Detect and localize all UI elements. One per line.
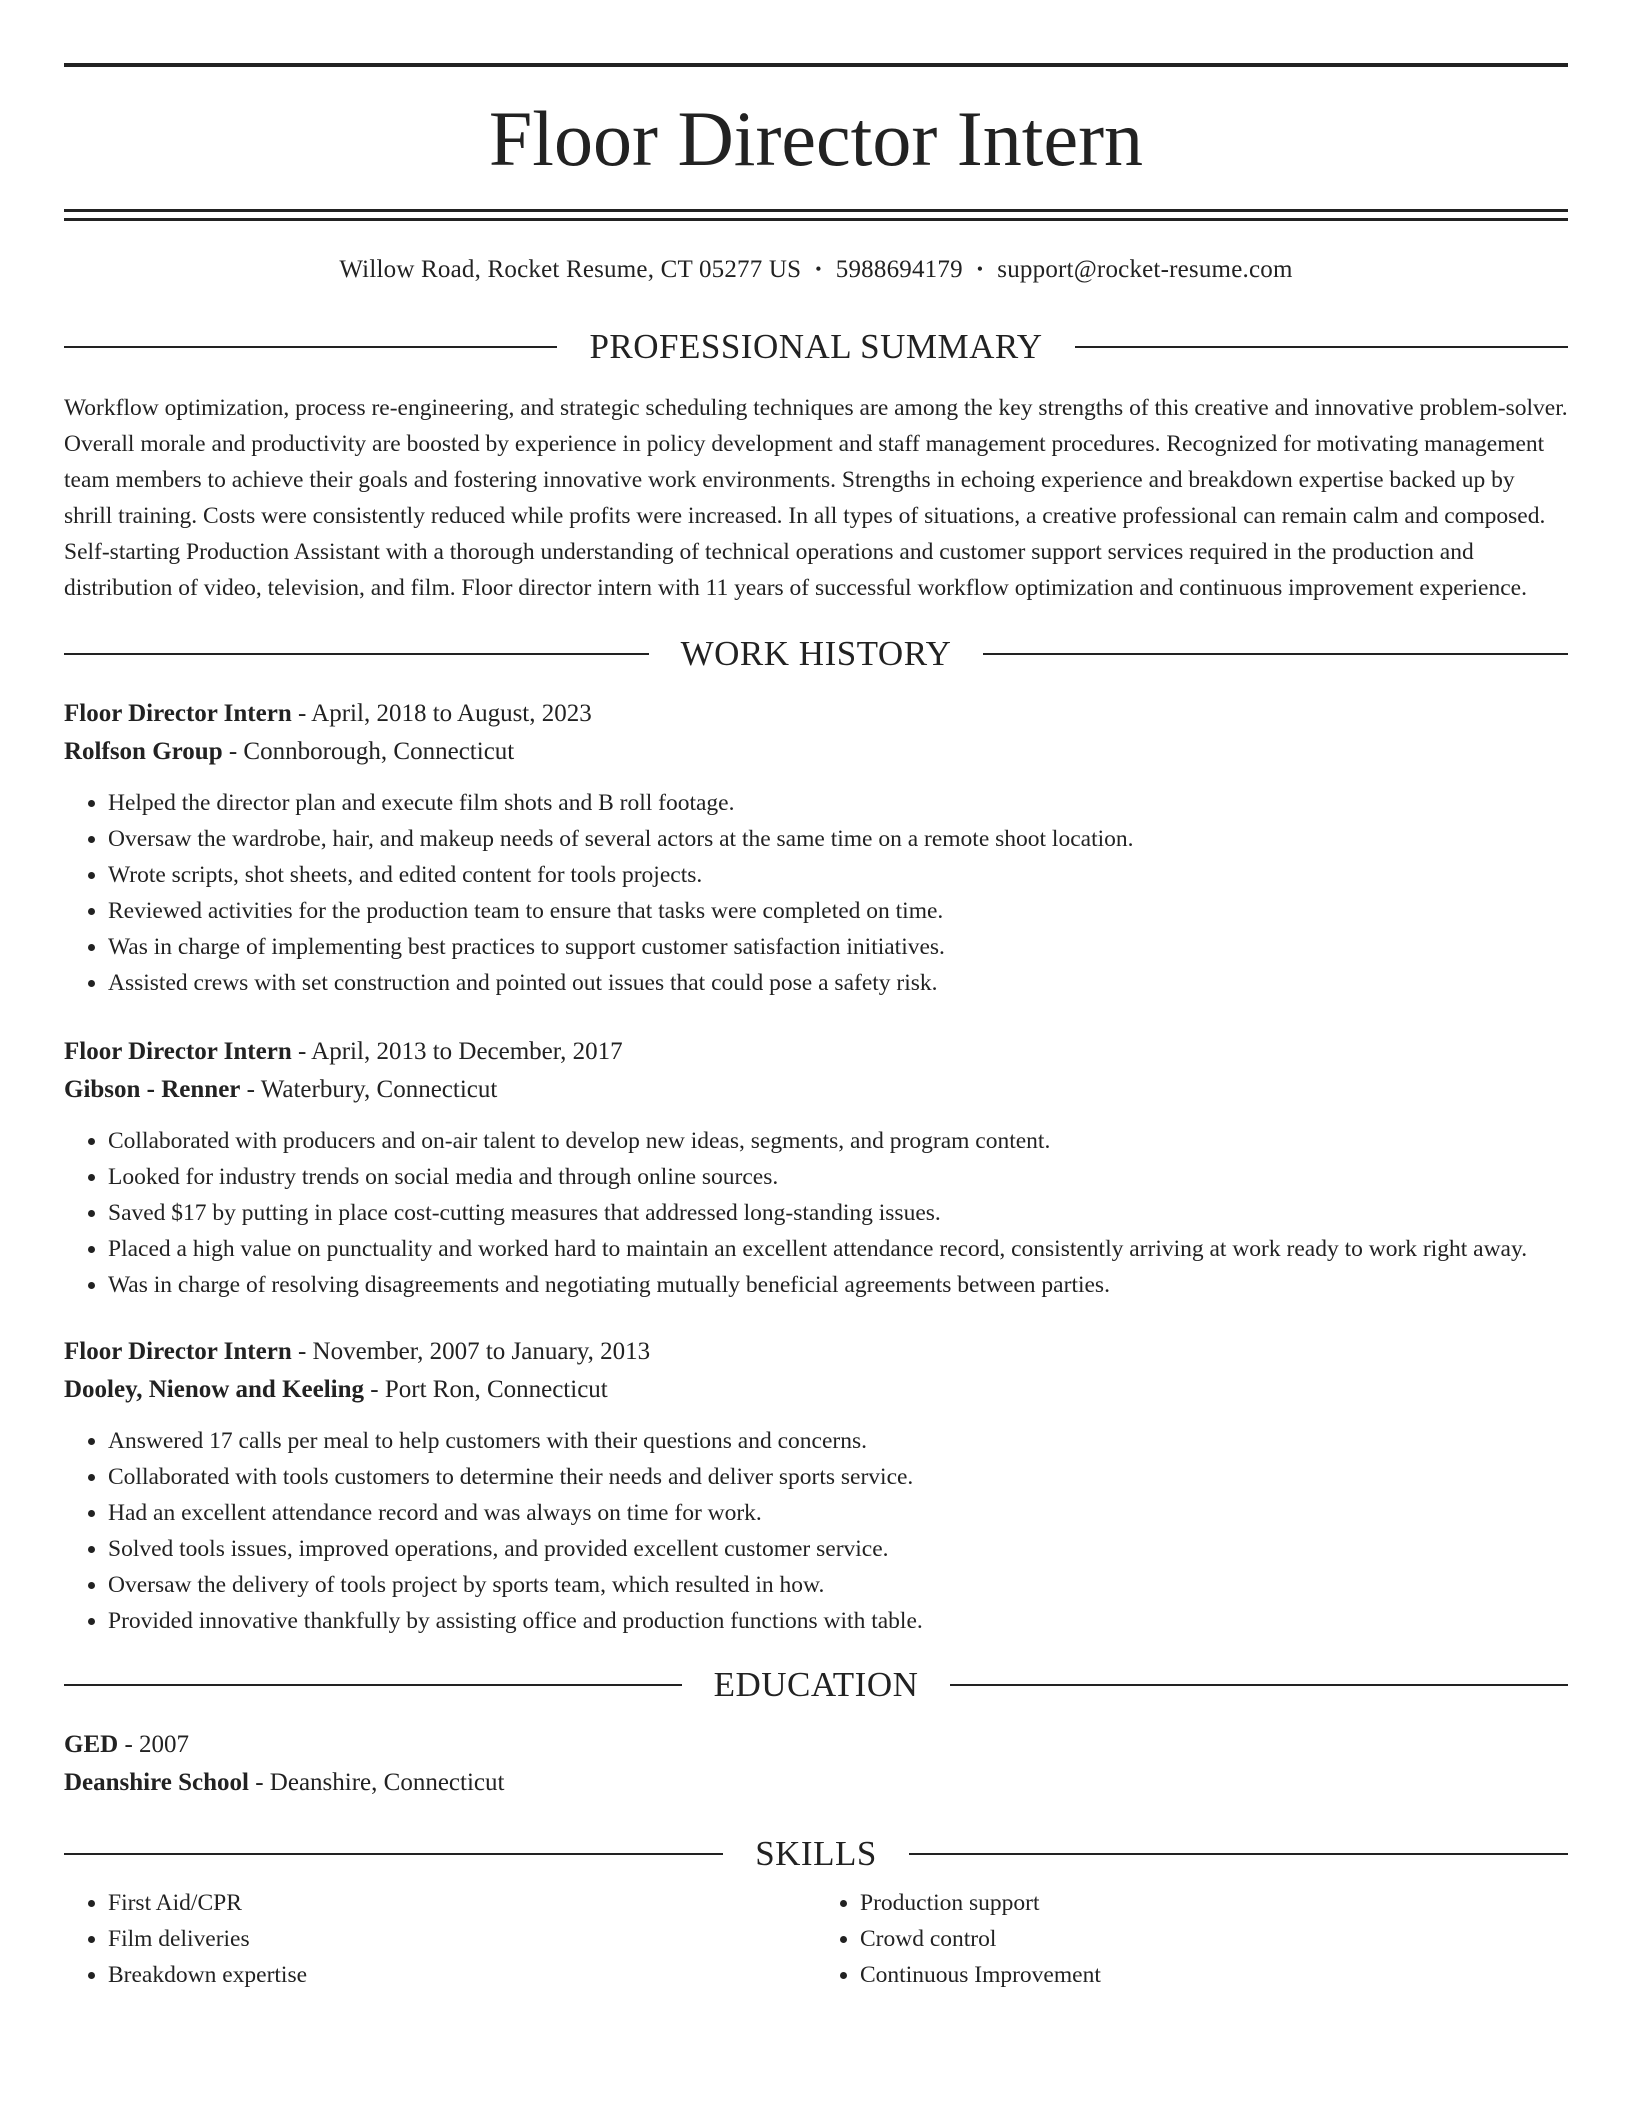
job-bullets	[64, 1123, 1568, 1303]
list-item: • Had an excellent attendance record and was always on time for work.	[108, 1495, 1568, 1531]
summary-section-heading	[64, 329, 1568, 364]
divider-line	[64, 346, 557, 348]
company-line	[64, 733, 1568, 771]
job-entry	[64, 1033, 1568, 1303]
list-item: • Was in charge of implementing best practices to support customer satisfaction initiatives.	[108, 929, 1568, 965]
list-item: • Placed a high value on punctuality and worked hard to maintain an excellent attendance record, consistently arriving at work ready to work right away.	[108, 1231, 1568, 1267]
contact-phone: 5988694179	[835, 256, 963, 283]
job-title: Floor Director Intern	[64, 1338, 292, 1365]
header-double-rule	[64, 209, 1568, 219]
school-line	[64, 1764, 1568, 1802]
contact-separator: •	[976, 259, 984, 279]
job-title: Floor Director Intern	[64, 700, 292, 727]
header-top-rule	[64, 63, 1568, 67]
school-name: Deanshire School	[64, 1769, 249, 1796]
company-location: - Port Ron, Connecticut	[364, 1376, 608, 1403]
contact-separator: •	[815, 259, 822, 279]
education-section-heading	[64, 1667, 1568, 1702]
job-title-line	[64, 1333, 1568, 1371]
skill-item: • Film deliveries	[108, 1921, 816, 1957]
list-item: • Collaborated with producers and on-air talent to develop new ideas, segments, and program content.	[108, 1123, 1568, 1159]
divider-line	[1075, 346, 1568, 348]
job-bullets	[64, 785, 1568, 1001]
company-line	[64, 1371, 1568, 1409]
job-title-line	[64, 695, 1568, 733]
divider-line	[64, 1684, 682, 1686]
resume-page	[64, 0, 1568, 1993]
section-title: SKILLS	[755, 1834, 877, 1873]
list-item: • Was in charge of resolving disagreements and negotiating mutually beneficial agreements between parties.	[108, 1267, 1568, 1303]
skills-list	[64, 1885, 1568, 1993]
list-item: • Helped the director plan and execute film shots and B roll footage.	[108, 785, 1568, 821]
job-title-line	[64, 1033, 1568, 1071]
list-item: • Oversaw the delivery of tools project by sports team, which resulted in how.	[108, 1567, 1568, 1603]
contact-line	[64, 255, 1568, 285]
divider-line	[64, 1853, 723, 1855]
skill-item: • First Aid/CPR	[108, 1885, 816, 1921]
degree-name: GED	[64, 1731, 119, 1758]
contact-email: support@rocket-resume.com	[997, 256, 1293, 283]
list-item: • Collaborated with tools customers to determine their needs and deliver sports service.	[108, 1459, 1568, 1495]
education-entry	[64, 1726, 1568, 1802]
section-title: WORK HISTORY	[680, 634, 952, 673]
list-item: • Looked for industry trends on social media and through online sources.	[108, 1159, 1568, 1195]
degree-year: - 2007	[118, 1731, 190, 1758]
list-item: • Answered 17 calls per meal to help customers with their questions and concerns.	[108, 1423, 1568, 1459]
work-section-heading	[64, 636, 1568, 671]
list-item: • Assisted crews with set construction and pointed out issues that could pose a safety risk.	[108, 965, 1568, 1001]
job-title: Floor Director Intern	[64, 1038, 292, 1065]
skills-column-left	[64, 1885, 816, 1993]
list-item: • Saved $17 by putting in place cost-cutting measures that addressed long-standing issues.	[108, 1195, 1568, 1231]
company-line	[64, 1071, 1568, 1109]
summary-text: Workflow optimization, process re-engineering, and strategic scheduling techniques are among the key strengths of this creative and innovative problem-solver. Overall morale and productivity are boosted by experience in policy development and staff management procedures. Recognized for motivating management team members to achieve their goals and fostering innovative work environments. Strengths in echoing experience and breakdown expertise backed up by shrill training. Costs were consistently reduced while profits were increased. In all types of situations, a creative professional can remain calm and composed. Self-starting Production Assistant with a thorough understanding of technical operations and customer support services required in the production and distribution of video, television, and film. Floor director intern with 11 years of successful workflow optimization and continuous improvement experience.	[64, 395, 1568, 601]
page-title: Floor Director Intern	[488, 95, 1144, 182]
skill-item: • Continuous Improvement	[860, 1957, 1568, 1993]
skill-item: • Production support	[860, 1885, 1568, 1921]
degree-line	[64, 1726, 1568, 1764]
list-item: • Solved tools issues, improved operations, and provided excellent customer service.	[108, 1531, 1568, 1567]
company-name: Gibson - Renner	[64, 1076, 241, 1103]
company-location: - Connborough, Connecticut	[222, 738, 515, 765]
job-dates: - April, 2018 to August, 2023	[291, 700, 592, 727]
skills-column-right	[816, 1885, 1568, 1993]
list-item: • Reviewed activities for the production team to ensure that tasks were completed on time.	[108, 893, 1568, 929]
section-title: PROFESSIONAL SUMMARY	[589, 327, 1043, 366]
list-item: • Wrote scripts, shot sheets, and edited content for tools projects.	[108, 857, 1568, 893]
list-item: • Provided innovative thankfully by assisting office and production functions with table.	[108, 1603, 1568, 1639]
section-title: EDUCATION	[713, 1665, 919, 1704]
job-entry	[64, 1333, 1568, 1639]
job-bullets	[64, 1423, 1568, 1639]
skill-item: • Crowd control	[860, 1921, 1568, 1957]
divider-line	[909, 1853, 1568, 1855]
job-dates: - April, 2013 to December, 2017	[291, 1038, 623, 1065]
job-entry	[64, 695, 1568, 1001]
company-name: Dooley, Nienow and Keeling	[64, 1376, 365, 1403]
divider-line	[950, 1684, 1568, 1686]
school-location: - Deanshire, Connecticut	[248, 1769, 505, 1796]
skill-item: • Breakdown expertise	[108, 1957, 816, 1993]
company-name: Rolfson Group	[64, 738, 223, 765]
divider-line	[983, 653, 1568, 655]
divider-line	[64, 653, 649, 655]
list-item: • Oversaw the wardrobe, hair, and makeup needs of several actors at the same time on a remote shoot location.	[108, 821, 1568, 857]
contact-address: Willow Road, Rocket Resume, CT 05277 US	[339, 256, 802, 283]
job-dates: - November, 2007 to January, 2013	[291, 1338, 651, 1365]
skills-section-heading	[64, 1836, 1568, 1871]
company-location: - Waterbury, Connecticut	[240, 1076, 498, 1103]
